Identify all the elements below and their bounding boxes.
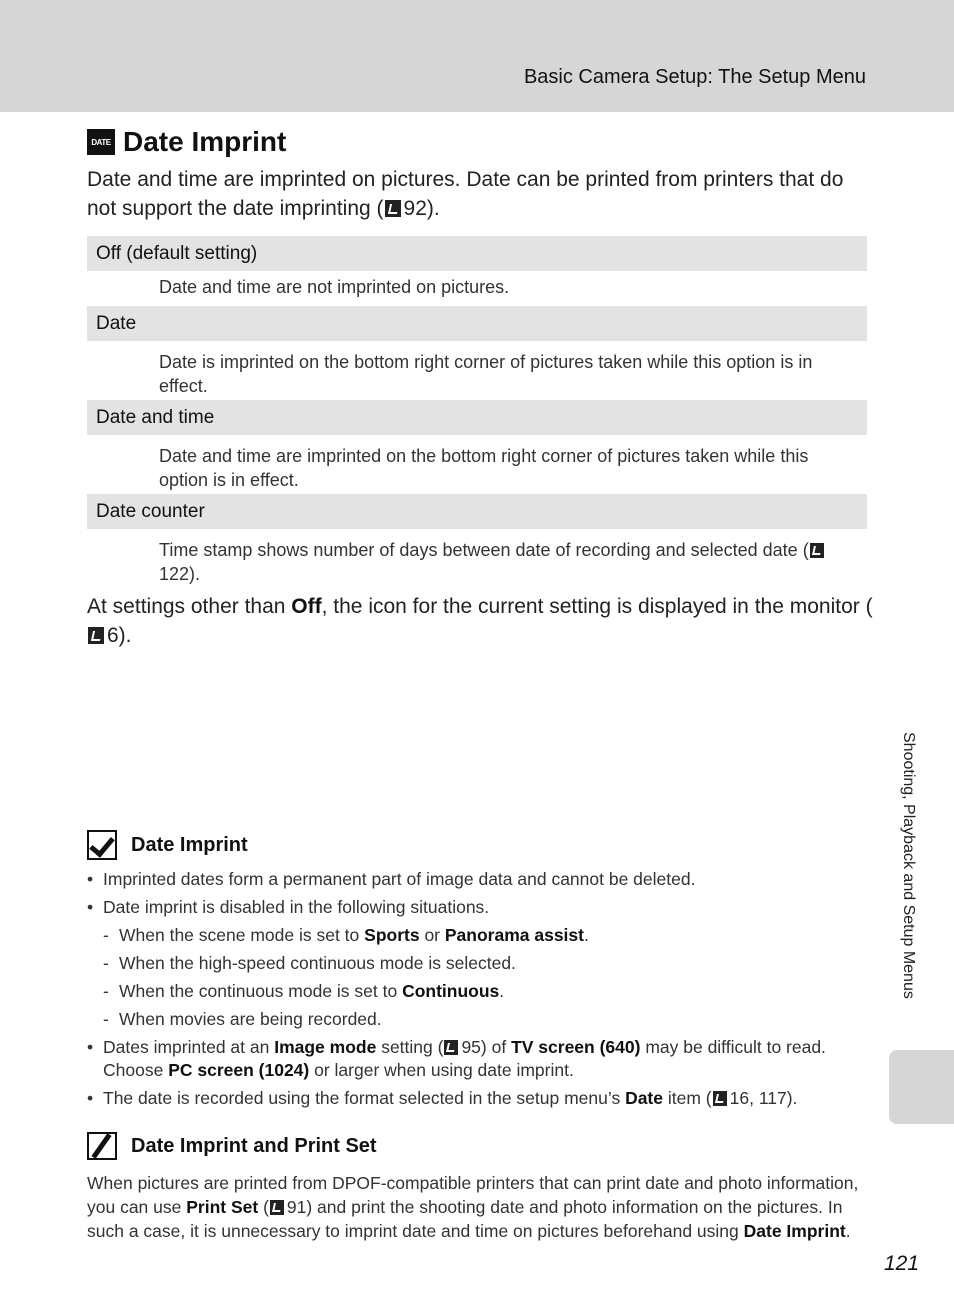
side-tab [889, 1050, 954, 1124]
option-description: Date and time are imprinted on the bottom right corner of pictures taken while this option is in effect. [159, 446, 809, 490]
list-item: • Date imprint is disabled in the following situations. [87, 897, 490, 917]
option-name: Date and time [87, 400, 867, 435]
page-number: 121 [884, 1252, 920, 1275]
intro-paragraph: Date and time are imprinted on pictures. Date can be printed from printers that do not support the date imprinting ( 92). [87, 168, 844, 220]
side-section-label: Shooting, Playback and Setup Menus [900, 732, 917, 999]
sub-list-item: - When the continuous mode is set to Continuous. [103, 981, 505, 1001]
option-description: Time stamp shows number of days between date of recording and selected date (122). [87, 529, 867, 588]
option-name: Date counter [87, 494, 867, 529]
option-name: Off (default setting) [87, 236, 867, 271]
note-bullets [87, 868, 867, 1115]
options-table [87, 236, 867, 588]
date-imprint-icon: DATE [87, 129, 115, 155]
settings-note: At settings other than Off, the icon for the current setting is displayed in the monitor (6). [87, 595, 873, 647]
sub-list-item: - When the high-speed continuous mode is selected. [103, 953, 516, 973]
option-name: Date [87, 306, 867, 341]
list-item: • Imprinted dates form a permanent part of image data and cannot be deleted. [87, 869, 696, 889]
header-title: Basic Camera Setup: The Setup Menu [523, 66, 866, 88]
sub-list-item: - When the scene mode is set to Sports or Panorama assist. [103, 925, 589, 945]
pencil-icon [87, 1132, 117, 1160]
option-description: Date is imprinted on the bottom right corner of pictures taken while this option is in effect. [159, 352, 813, 396]
list-item: • Dates imprinted at an Image mode setting ( 95) of TV screen (640) may be difficult to read. Choose PC screen (1024) or larger when using date imprint. [87, 1037, 826, 1080]
header-band [0, 0, 954, 112]
note-heading: Date Imprint and Print Set [87, 1132, 377, 1160]
option-description: Date and time are not imprinted on pictures. [159, 277, 510, 297]
page-title-text: Date Imprint [123, 126, 287, 157]
page-title [87, 124, 286, 160]
page-ref-icon [810, 543, 824, 558]
list-item: • The date is recorded using the format selected in the setup menu’s Date item ( 16, 117). [87, 1088, 798, 1108]
sub-list-item: - When movies are being recorded. [103, 1009, 382, 1029]
note-heading: Date Imprint [87, 830, 248, 860]
page-ref-icon [88, 627, 104, 644]
checkmark-icon [87, 830, 117, 860]
page-ref-icon [713, 1091, 727, 1106]
note-paragraph: When pictures are printed from DPOF-compatible printers that can print date and photo information, you can use Print Set ( 91) and print the shooting date and photo information on the pictures. In such a case, it is unnecessary to imprint date and time on pictures beforehand using Date Imprint. [87, 1173, 859, 1241]
page-ref-icon [385, 200, 401, 217]
page-ref-icon [270, 1200, 284, 1215]
page-ref-icon [444, 1040, 458, 1055]
